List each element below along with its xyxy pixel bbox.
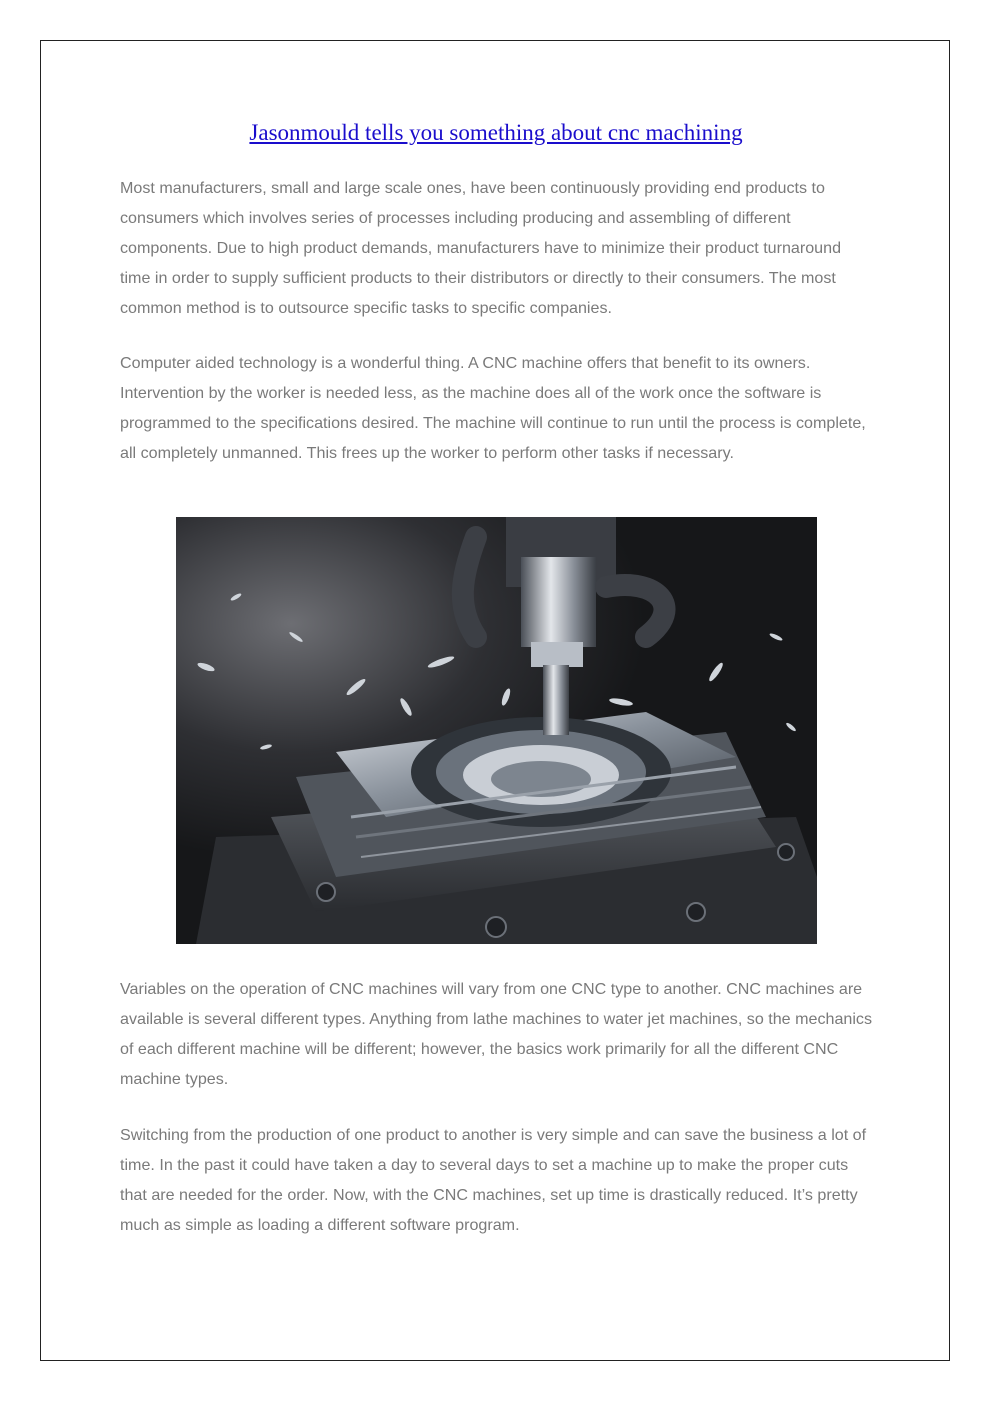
paragraph-switching: Switching from the production of one product to another is very simple and can save the business a lot of time. In the past it could have taken a day to several days to set a machine up to make the proper cuts that are needed for the order. Now, with the CNC machines, set up time is drastically reduced. It’s pretty much as simple as loading a different software program. — [120, 1126, 867, 1234]
paragraph-computer-aided: Computer aided technology is a wonderful thing. A CNC machine offers that benefit to its owners. Intervention by the worker is needed less, as the machine does all of the work once the software is programmed to the specifications desired. The machine will continue to run until the process is complete, all completely unmanned. This frees up the worker to perform other tasks if necessary. — [120, 354, 866, 462]
coolant-hose-left — [463, 537, 476, 637]
tool-holder — [531, 642, 583, 667]
document-title-link[interactable]: Jasonmould tells you something about cnc machining — [249, 120, 743, 145]
end-mill — [543, 665, 569, 735]
paragraph-intro: Most manufacturers, small and large scale ones, have been continuously providing end products to consumers which involves series of processes including producing and assembling of different components. Due to high product demands, manufacturers have to minimize their product turnaround time in order to supply sufficient products to their distributors or directly to their consumers. The most common method is to outsource specific tasks to specific companies. — [120, 179, 842, 317]
cnc-milling-photo — [176, 517, 817, 944]
paragraph-variables: Variables on the operation of CNC machines will vary from one CNC type to another. CNC machines are available is several different types. Anything from lathe machines to water jet machines, so the mechanics of each different machine will be different; however, the basics work primarily for all the different CNC machine types. — [120, 980, 873, 1088]
spindle — [521, 557, 596, 647]
